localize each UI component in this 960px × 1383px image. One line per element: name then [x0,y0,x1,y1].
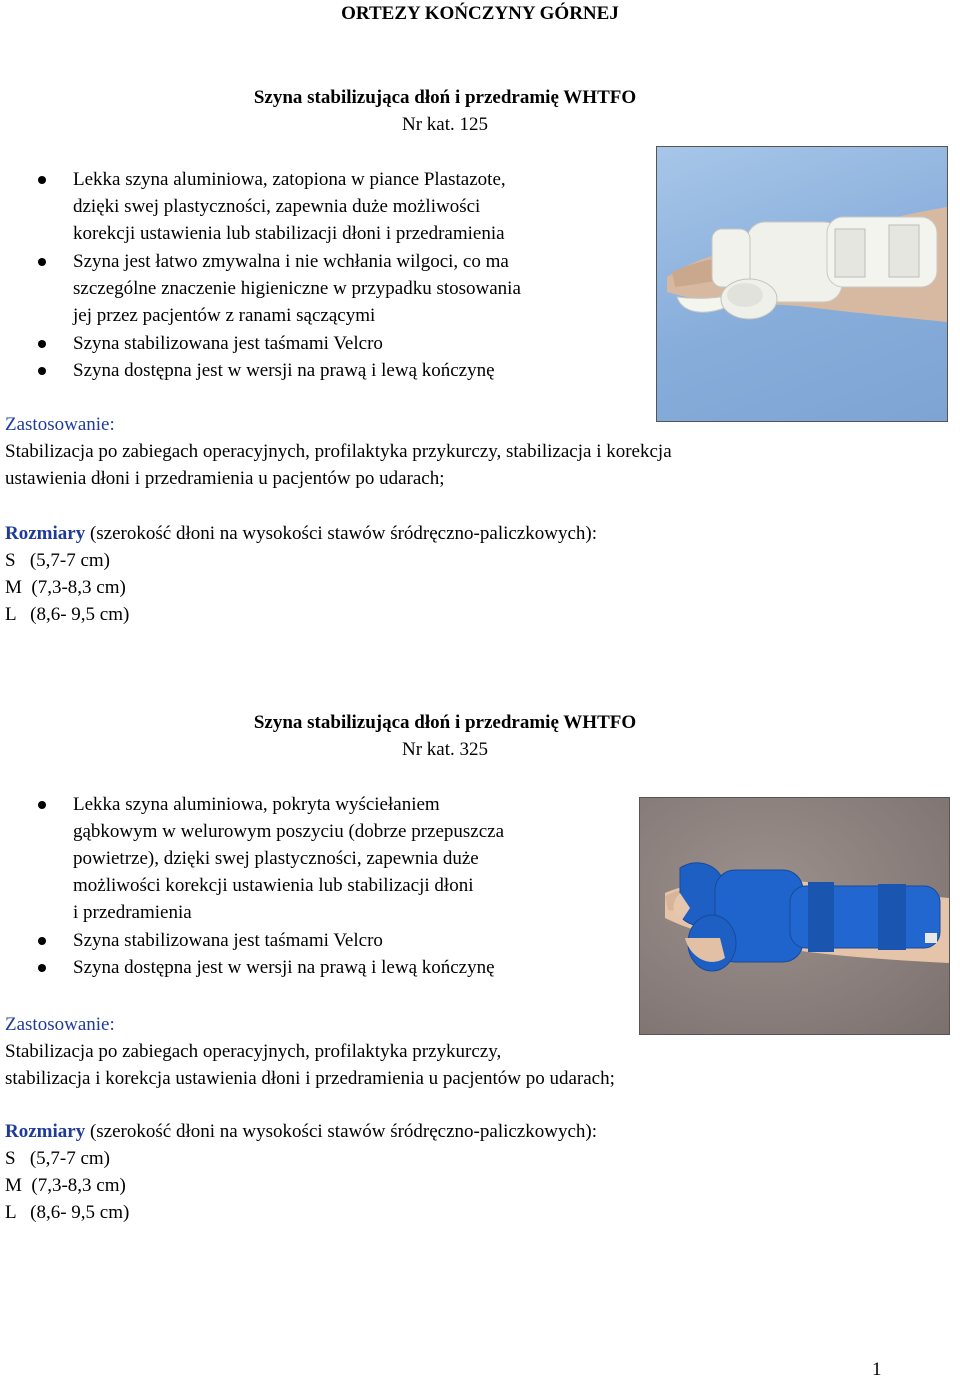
product-2-feature-1-line-3: powietrze), dzięki swej plastyczności, zapewnia duże [73,848,479,869]
product-2-feature-3-line-1: Szyna dostępna jest w wersji na prawą i lewą kończynę [73,957,495,978]
product-1-feature-1-line-1: Lekka szyna aluminiowa, zatopiona w piance Plastazote, [73,169,506,190]
blue-splint-image [640,798,949,1034]
product-1-usage-line-1: Stabilizacja po zabiegach operacyjnych, profilaktyka przykurczy, stabilizacja i korekcja [5,441,672,462]
page-title: ORTEZY KOŃCZYNY GÓRNEJ [341,3,619,24]
product-2-sizes-note: (szerokość dłoni na wysokości stawów śródręczno-paliczkowych): [85,1121,597,1142]
product-1-name: Szyna stabilizująca dłoń i przedramię WHTFO [253,87,637,108]
bullet-icon [38,367,46,375]
product-1-feature-1-line-3: korekcji ustawienia lub stabilizacji dłoni i przedramienia [73,223,505,244]
product-1-feature-3-line-1: Szyna stabilizowana jest taśmami Velcro [73,333,383,354]
product-1-size-l: L (8,6- 9,5 cm) [5,604,130,625]
product-1-sizes-line [5,520,597,547]
product-2-sizes-heading: Rozmiary [5,1121,86,1142]
product-1-catalog: Nr kat. 125 [401,114,488,135]
product-1-usage-heading: Zastosowanie: [5,414,115,435]
product-1-sizes-heading: Rozmiary [5,523,86,544]
product-1-feature-2-line-2: szczególne znaczenie higieniczne w przypadku stosowania [73,278,521,299]
product-1-size-m: M (7,3-8,3 cm) [5,577,126,598]
bullet-icon [38,340,46,348]
product-1-usage-line-2: ustawienia dłoni i przedramienia u pacjentów po udarach; [5,468,445,489]
product-2-usage-line-1: Stabilizacja po zabiegach operacyjnych, profilaktyka przykurczy, [5,1041,502,1062]
product-2-size-l: L (8,6- 9,5 cm) [5,1202,130,1223]
bullet-icon [38,258,46,266]
product-1-feature-1-line-2: dzięki swej plastyczności, zapewnia duże możliwości [73,196,481,217]
product-2-usage-line-2: stabilizacja i korekcja ustawienia dłoni i przedramienia u pacjentów po udarach; [5,1068,615,1089]
bullet-icon [38,176,46,184]
product-2-usage-heading: Zastosowanie: [5,1014,115,1035]
product-1-feature-2-line-3: jej przez pacjentów z ranami sączącymi [73,305,376,326]
product-1-sizes-note: (szerokość dłoni na wysokości stawów śródręczno-paliczkowych): [85,523,597,544]
bullet-icon [38,937,46,945]
product-1-feature-4-line-1: Szyna dostępna jest w wersji na prawą i lewą kończynę [73,360,495,381]
product-1-photo [656,146,948,422]
product-2-feature-1-line-1: Lekka szyna aluminiowa, pokryta wyściełaniem [73,794,440,815]
bullet-icon [38,801,46,809]
product-2-feature-2-line-1: Szyna stabilizowana jest taśmami Velcro [73,930,383,951]
product-1-feature-2-line-1: Szyna jest łatwo zmywalna i nie wchłania wilgoci, co ma [73,251,509,272]
product-2-feature-1-line-5: i przedramienia [73,902,192,923]
bullet-icon [38,964,46,972]
product-2-sizes-line [5,1118,597,1145]
product-2-size-s: S (5,7-7 cm) [5,1148,111,1169]
product-2-feature-1-line-4: możliwości korekcji ustawienia lub stabilizacji dłoni [73,875,474,896]
product-1-size-s: S (5,7-7 cm) [5,550,111,571]
product-2-catalog: Nr kat. 325 [401,739,488,760]
product-2-size-m: M (7,3-8,3 cm) [5,1175,126,1196]
page-number: 1 [872,1359,882,1380]
product-2-feature-1-line-2: gąbkowym w welurowym poszyciu (dobrze przepuszcza [73,821,505,842]
white-splint-image [657,147,947,421]
product-2-name: Szyna stabilizująca dłoń i przedramię WHTFO [253,712,637,733]
product-2-photo [639,797,950,1035]
